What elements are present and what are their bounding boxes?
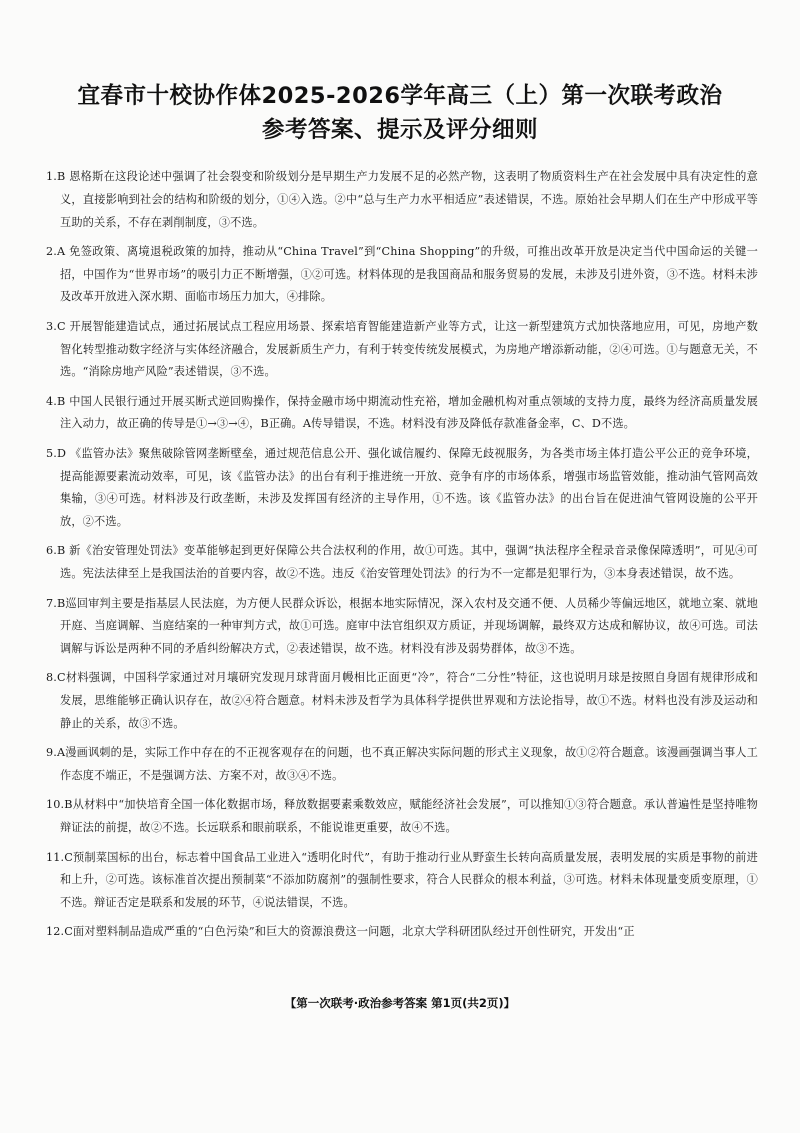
answer-item-1: 1.B 恩格斯在这段论述中强调了社会裂变和阶级划分是早期生产力发展不足的必然产物，这表明了物质资料生产在社会发展中具有决定性的意义，直接影响到社会的结构和阶级的划分，①④入选。②中“总与生产力水平相适应”表述错误，不选。原始社会早期人们在生产中形成平等互助的关系，不存在剥削制度，③不选。: [46, 170, 758, 229]
answer-item-4: 4.B 中国人民银行通过开展买断式逆回购操作，保持金融市场中期流动性充裕，增加金融机构对重点领域的支持力度，最终为经济高质量发展注入动力，故正确的传导是①→③→④，B正确。A传导错误，不选。材料没有涉及降低存款准备金率，C、D不选。: [46, 394, 758, 431]
document-title: 宜春市十校协作体2025-2026学年高三（上）第一次联考政治: [77, 83, 723, 109]
answer-item-2: 2.A 免签政策、离境退税政策的加持，推动从“China Travel”到“China Shopping”的升级，可推出改革开放是决定当代中国命运的关键一招，中国作为“世界市场”的吸引力正不断增强，①②可选。材料体现的是我国商品和服务贸易的发展，未涉及引进外资，③不选。材料未涉及改革开放进入深水期、面临市场压力加大，④排除。: [46, 244, 758, 304]
answer-item-6: 6.B 新《治安管理处罚法》变革能够起到更好保障公共合法权利的作用，故①可选。其中，强调“执法程序全程录音录像保障透明”，可见④可选。宪法法律至上是我国法治的首要内容，故②不选。违反《治安管理处罚法》的行为不一定都是犯罪行为，③本身表述错误，故不选。: [46, 544, 758, 581]
answer-item-5: 5.D 《监管办法》聚焦破除管网垄断壁垒，通过规范信息公开、强化诚信履约、保障无歧视服务，为各类市场主体打造公平公正的竞争环境，提高能源要素流动效率，可见，该《监管办法》的出台有利于推进统一开放、竞争有序的市场体系，增强市场监管效能，推动油气管网高效集输，③④可选。材料涉及行政垄断，未涉及发挥国有经济的主导作用，①不选。该《监管办法》的出台旨在促进油气管网设施的公平开放，②不选。: [46, 446, 758, 529]
answer-item-10: 10.B从材料中“加快培育全国一体化数据市场，释放数据要素乘数效应，赋能经济社会发展”，可以推知①③符合题意。承认普遍性是坚持唯物辩证法的前提，故②不选。长远联系和眼前联系，不能说谁更重要，故④不选。: [46, 798, 758, 835]
answer-item-12: 12.C面对塑料制品造成严重的“白色污染”和巨大的资源浪费这一问题，北京大学科研团队经过开创性研究，开发出“正: [46, 925, 635, 939]
answer-item-3: 3.C 开展智能建造试点，通过拓展试点工程应用场景、探索培育智能建造新产业等方式，让这一新型建筑方式加快落地应用，可见，房地产数智化转型推动数字经济与实体经济融合，发展新质生产力，有利于转变传统发展模式，为房地产增添新动能，②④可选。①与题意无关，不选。“消除房地产风险”表述错误，③不选。: [46, 319, 758, 379]
answer-list: [46, 166, 758, 951]
document-subtitle: 参考答案、提示及评分细则: [261, 117, 538, 143]
answer-item-11: 11.C预制菜国标的出台，标志着中国食品工业进入“透明化时代”，有助于推动行业从野蛮生长转向高质量发展，表明发展的实质是事物的前进和上升，②可选。该标准首次提出预制菜“不添加防腐剂”的强制性要求，符合人民群众的根本利益，③可选。材料未体现量变质变原理，①不选。辩证否定是联系和发展的环节，④说法错误，不选。: [46, 850, 758, 910]
answer-item-7: 7.B巡回审判主要是指基层人民法庭，为方便人民群众诉讼，根据本地实际情况，深入农村及交通不便、人员稀少等偏远地区，就地立案、就地开庭、当庭调解、当庭结案的一种审判方式，故①可选。庭审中法官组织双方质证，并现场调解，最终双方达成和解协议，故④可选。司法调解与诉讼是两种不同的矛盾纠纷解决方式，②表述错误，故不选。材料没有涉及弱势群体，故③不选。: [46, 596, 758, 656]
answer-item-9: 9.A漫画讽刺的是，实际工作中存在的不正视客观存在的问题，也不真正解决实际问题的形式主义现象，故①②符合题意。该漫画强调当事人工作态度不端正，不是强调方法、方案不对，故③④不选。: [46, 746, 758, 783]
page-footer: 【第一次联考·政治参考答案 第1页(共2页)】: [284, 996, 516, 1010]
answer-item-8: 8.C材料强调，中国科学家通过对月壤研究发现月球背面月幔相比正面更“冷”，符合“二分性”特征，这也说明月球是按照自身固有规律形成和发展，思维能够正确认识存在，故②④符合题意。材料未涉及哲学为具体科学提供世界观和方法论指导，故①不选。材料也没有涉及运动和静止的关系，故③不选。: [46, 671, 758, 731]
